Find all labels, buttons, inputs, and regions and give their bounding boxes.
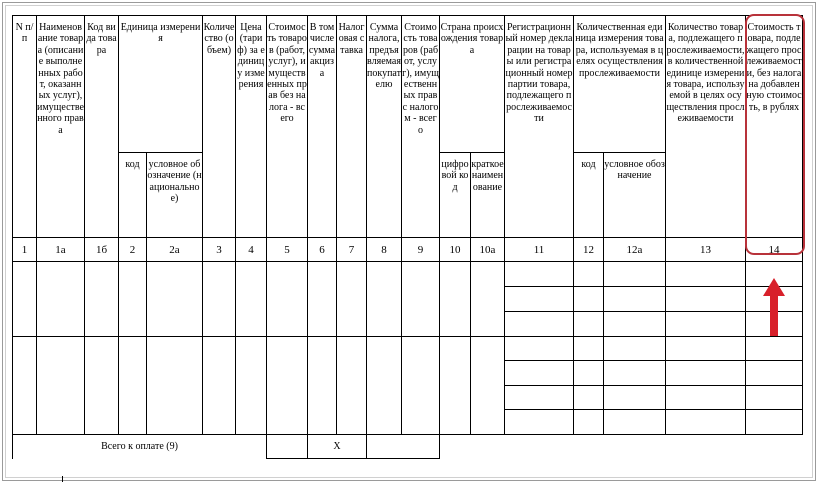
table-cell[interactable] [666,312,746,337]
header-row-number: N п/п [13,16,37,238]
table-cell[interactable] [574,337,604,361]
table-cell[interactable] [505,287,574,312]
header-qty-unit-group: Количественная единица измерения товара, используемая в целях осуществления прослеживаемости [574,16,666,153]
header-cost-with-tax: Стоимость товаров (работ, услуг), имущественных прав с налогом - всего [402,16,440,238]
column-number: 2 [119,238,147,262]
table-cell[interactable] [604,386,666,410]
table-cell[interactable] [367,262,402,337]
table-cell[interactable] [505,410,574,435]
header-cost-without-tax: Стоимость товаров (работ, услуг), имущественных прав без налога - всего [267,16,308,238]
table-cell[interactable] [37,262,85,337]
header-unit-code: код [119,153,147,238]
table-cell[interactable] [666,287,746,312]
table-cell[interactable] [203,262,236,337]
table-cell[interactable] [574,361,604,386]
table-cell[interactable] [505,312,574,337]
column-number: 1 [13,238,37,262]
column-number: 2а [147,238,203,262]
table-cell[interactable] [37,337,85,435]
header-unit-group: Единица измерения [119,16,203,153]
table-cell[interactable] [337,337,367,435]
header-unit-name: условное обозначение (национальное) [147,153,203,238]
header-tax-rate: Налоговая ставка [337,16,367,238]
table-cell[interactable] [604,312,666,337]
page-mark [62,476,63,482]
table-cell[interactable] [236,262,267,337]
table-cell[interactable] [147,337,203,435]
header-registration-number: Регистрационный номер декларации на товары или регистрационный номер партии товара, подлежащего прослеживаемости [505,16,574,238]
header-qty-unit-code: код [574,153,604,238]
column-number: 12 [574,238,604,262]
total-row [13,435,803,459]
table-cell[interactable] [604,287,666,312]
column-number: 8 [367,238,402,262]
column-number: 10 [440,238,471,262]
header-qty-unit-name: условное обозначение [604,153,666,238]
column-14-highlight [745,14,805,255]
table-row [13,262,803,287]
table-cell[interactable] [267,337,308,435]
invoice-table [12,15,803,459]
column-number: 1а [37,238,85,262]
table-cell[interactable] [746,410,803,435]
table-cell[interactable] [85,337,119,435]
header-tax-amount: Сумма налога, предъявляемая покупателю [367,16,402,238]
total-excise: X [308,435,367,459]
table-cell[interactable] [147,262,203,337]
total-tax-and-cost[interactable] [367,435,440,459]
table-cell[interactable] [666,410,746,435]
table-cell[interactable] [13,337,37,435]
table-cell[interactable] [574,312,604,337]
empty-area [440,435,803,459]
column-number: 9 [402,238,440,262]
table-cell[interactable] [267,262,308,337]
column-number: 1б [85,238,119,262]
header-country-group: Страна происхождения товара [440,16,505,153]
table-cell[interactable] [308,337,337,435]
column-number: 3 [203,238,236,262]
table-cell[interactable] [746,386,803,410]
table-cell[interactable] [505,337,574,361]
table-cell[interactable] [505,386,574,410]
table-cell[interactable] [13,262,37,337]
up-arrow-icon [763,278,785,336]
table-cell[interactable] [402,262,440,337]
header-price: Цена (тариф) за единицу измерения [236,16,267,238]
table-cell[interactable] [203,337,236,435]
table-cell[interactable] [440,262,471,337]
column-number: 10а [471,238,505,262]
table-cell[interactable] [574,262,604,287]
column-number: 12а [604,238,666,262]
table-cell[interactable] [666,337,746,361]
header-traceable-quantity: Количество товара, подлежащего прослеживаемости, в количественной единице измерения товара, используемой в целях осуществления прослеживаемости [666,16,746,238]
table-row [13,337,803,361]
column-number: 6 [308,238,337,262]
total-cost-without-tax[interactable] [267,435,308,459]
header-country-name: краткое наименование [471,153,505,238]
table-cell[interactable] [574,410,604,435]
column-number: 11 [505,238,574,262]
table-cell[interactable] [574,287,604,312]
column-number: 7 [337,238,367,262]
table-cell[interactable] [666,361,746,386]
table-cell[interactable] [604,262,666,287]
table-cell[interactable] [367,337,402,435]
table-cell[interactable] [85,262,119,337]
table-cell[interactable] [604,410,666,435]
header-quantity: Количество (объем) [203,16,236,238]
header-country-code: цифровой код [440,153,471,238]
table-cell[interactable] [604,337,666,361]
table-cell[interactable] [440,337,471,435]
table-cell[interactable] [746,361,803,386]
column-number: 13 [666,238,746,262]
table-cell[interactable] [337,262,367,337]
table-cell[interactable] [666,262,746,287]
table-cell[interactable] [666,386,746,410]
table-cell[interactable] [505,262,574,287]
header-goods-name: Наименование товара (описание выполненных работ, оказанных услуг), имущественного права [37,16,85,238]
table-cell[interactable] [236,337,267,435]
header-traceable-cost: Стоимость товара, подлежащего прослеживаемости, без налога на добавленную стоимость, в рублях [746,16,803,238]
table-cell[interactable] [119,262,147,337]
table-cell[interactable] [746,337,803,361]
table-cell[interactable] [471,337,505,435]
table-cell[interactable] [471,262,505,337]
column-number: 5 [267,238,308,262]
column-number: 4 [236,238,267,262]
table-cell[interactable] [574,386,604,410]
header-excise: В том числе сумма акциза [308,16,337,238]
total-label: Всего к оплате (9) [13,435,267,459]
table-cell[interactable] [402,337,440,435]
column-number: 14 [746,238,803,262]
table-cell[interactable] [604,361,666,386]
header-goods-type-code: Код вида товара [85,16,119,238]
table-cell[interactable] [308,262,337,337]
table-cell[interactable] [119,337,147,435]
table-cell[interactable] [505,361,574,386]
